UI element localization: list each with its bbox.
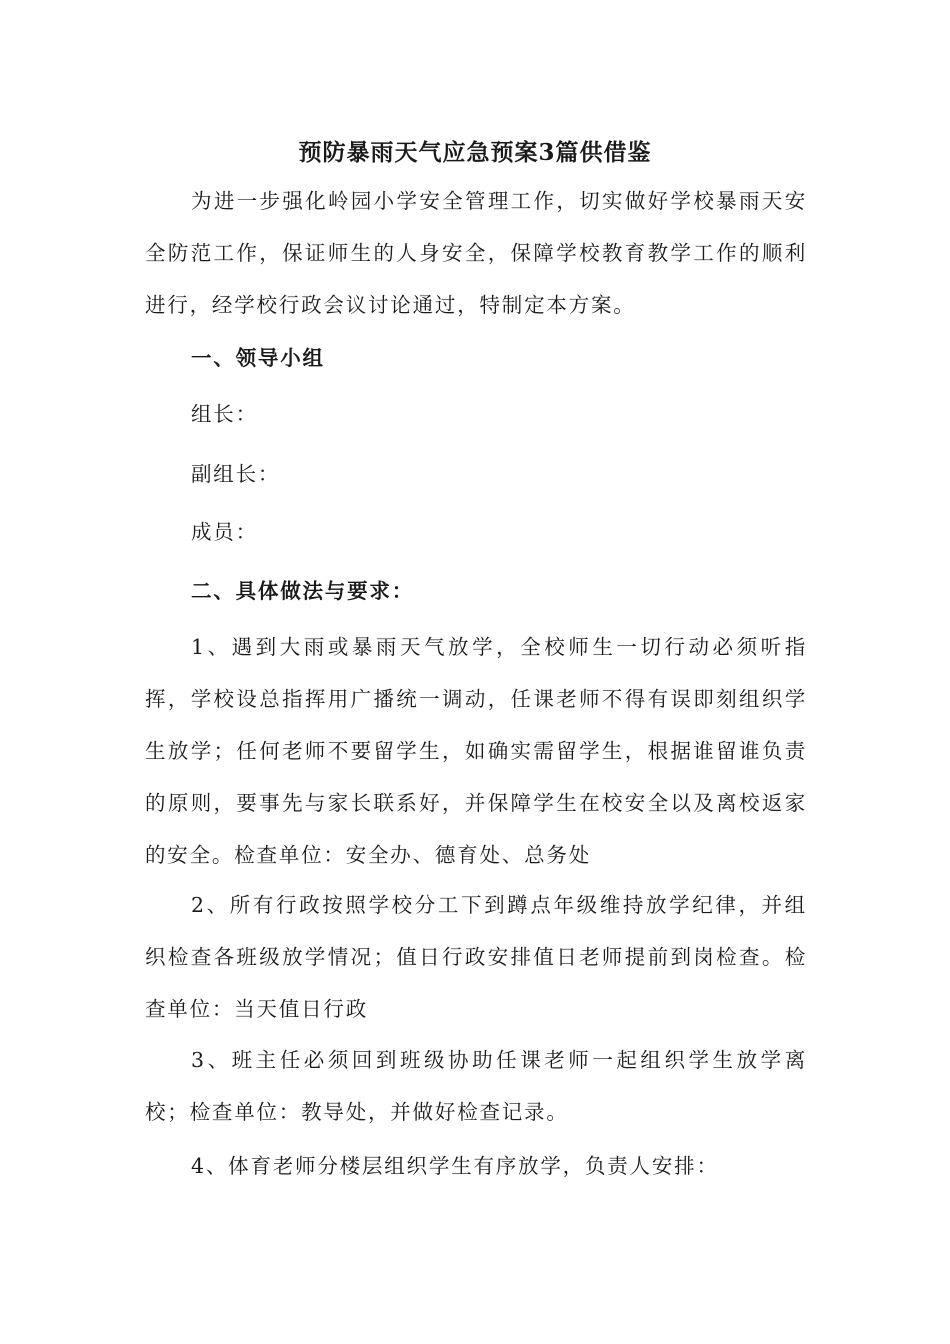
requirement-item-4: 4、体育老师分楼层组织学生有序放学，负责人安排： <box>191 1154 719 1178</box>
deputy-leader-line: 副组长： <box>191 462 281 486</box>
leader-line: 组长： <box>191 402 258 426</box>
requirement-item-2: 2、所有行政按照学校分工下到蹲点年级维持放学纪律，并组织检查各班级放学情况；值日行政安排值日老师提前到岗检查。检查单位：当天值日行政 <box>145 893 807 1021</box>
members-line: 成员： <box>191 520 258 544</box>
requirement-item-3: 3、班主任必须回到班级协助任课老师一起组织学生放学离校；检查单位：教导处，并做好检查记录。 <box>145 1048 807 1124</box>
section-heading-leadership: 一、领导小组 <box>191 346 325 370</box>
intro-paragraph: 为进一步强化岭园小学安全管理工作，切实做好学校暴雨天安全防范工作，保证师生的人身安全，保障学校教育教学工作的顺利进行，经学校行政会议讨论通过，特制定本方案。 <box>145 189 807 317</box>
requirement-item-1: 1、遇到大雨或暴雨天气放学，全校师生一切行动必须听指挥，学校设总指挥用广播统一调动，任课老师不得有误即刻组织学生放学；任何老师不要留学生，如确实需留学生，根据谁留谁负责的原则，要事先与家长联系好，并保障学生在校安全以及离校返家的安全。检查单位：安全办、德育处、总务处 <box>145 635 807 867</box>
document-title: 预防暴雨天气应急预案3篇供借鉴 <box>298 139 652 166</box>
section-heading-requirements: 二、具体做法与要求： <box>191 579 414 603</box>
